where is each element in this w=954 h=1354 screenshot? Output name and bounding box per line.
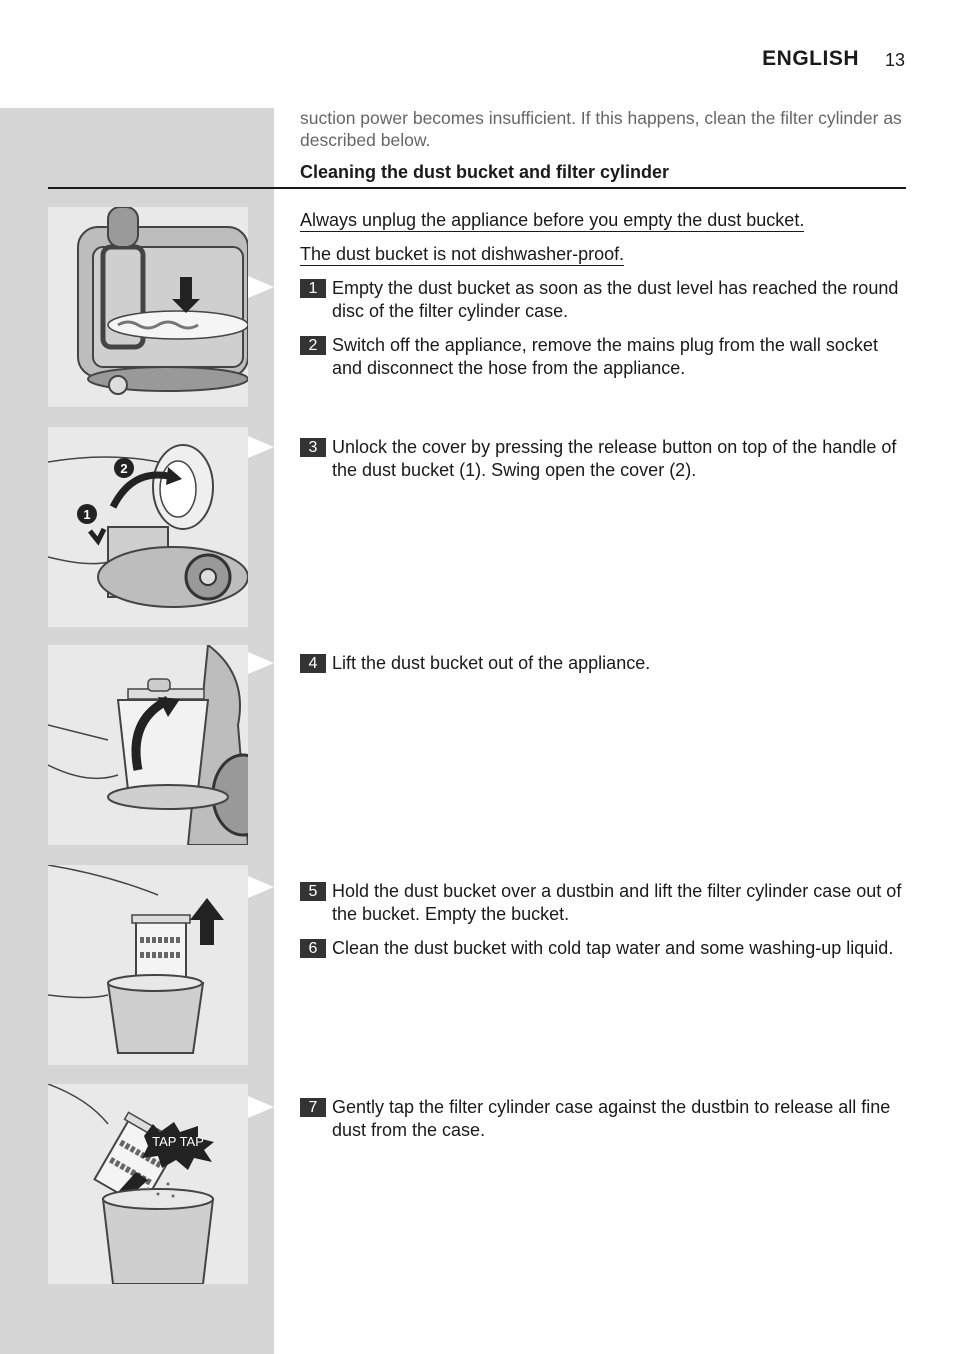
illustration-pointer [248,436,274,458]
step-number: 4 [300,654,326,673]
callout-2: 2 [120,461,128,476]
intro-text: suction power becomes insufficient. If this happens, clean the filter cylinder as described below. [300,108,902,150]
illustration-tap-filter [48,1084,248,1284]
step-3 [300,436,906,482]
step-5 [300,880,906,926]
illustration-pointer [248,276,274,298]
step-text: Switch off the appliance, remove the mains plug from the wall socket and disconnect the hose from the appliance. [332,335,878,378]
illustration-pointer [248,1096,274,1118]
illustration-lift-bucket [48,645,248,845]
page-number: 13 [884,50,905,70]
language-label: ENGLISH [762,47,859,70]
step-text: Unlock the cover by pressing the release button on top of the handle of the dust bucket (1). Swing open the cover (2). [332,437,897,480]
illustration-dust-level [48,207,248,407]
step-1 [300,277,906,323]
illustration-lift-filter [48,865,248,1065]
warning-unplug: Always unplug the appliance before you empty the dust bucket. [300,210,805,230]
step-number: 7 [300,1098,326,1117]
step-text: Clean the dust bucket with cold tap water and some washing-up liquid. [332,938,894,958]
illustration-pointer [248,876,274,898]
illustration-open-cover [48,427,248,627]
step-4 [300,652,906,675]
section-divider [48,187,906,189]
step-number: 3 [300,438,326,457]
warning-dishwasher: The dust bucket is not dishwasher-proof. [300,244,625,264]
step-number: 5 [300,882,326,901]
step-text: Lift the dust bucket out of the appliance. [332,653,651,673]
step-7 [300,1096,906,1142]
step-text: Hold the dust bucket over a dustbin and lift the filter cylinder case out of the bucket. Empty the bucket. [332,881,902,924]
section-title: Cleaning the dust bucket and filter cylinder [300,162,670,182]
illustration-pointer [248,652,274,674]
step-2 [300,334,906,380]
callout-1: 1 [83,507,91,522]
step-text: Empty the dust bucket as soon as the dust level has reached the round disc of the filter cylinder case. [332,278,899,321]
step-number: 1 [300,279,326,298]
step-6 [300,937,906,960]
step-number: 2 [300,336,326,355]
step-number: 6 [300,939,326,958]
step-text: Gently tap the filter cylinder case against the dustbin to release all fine dust from the case. [332,1097,891,1140]
tap-label: TAP TAP [152,1134,204,1149]
